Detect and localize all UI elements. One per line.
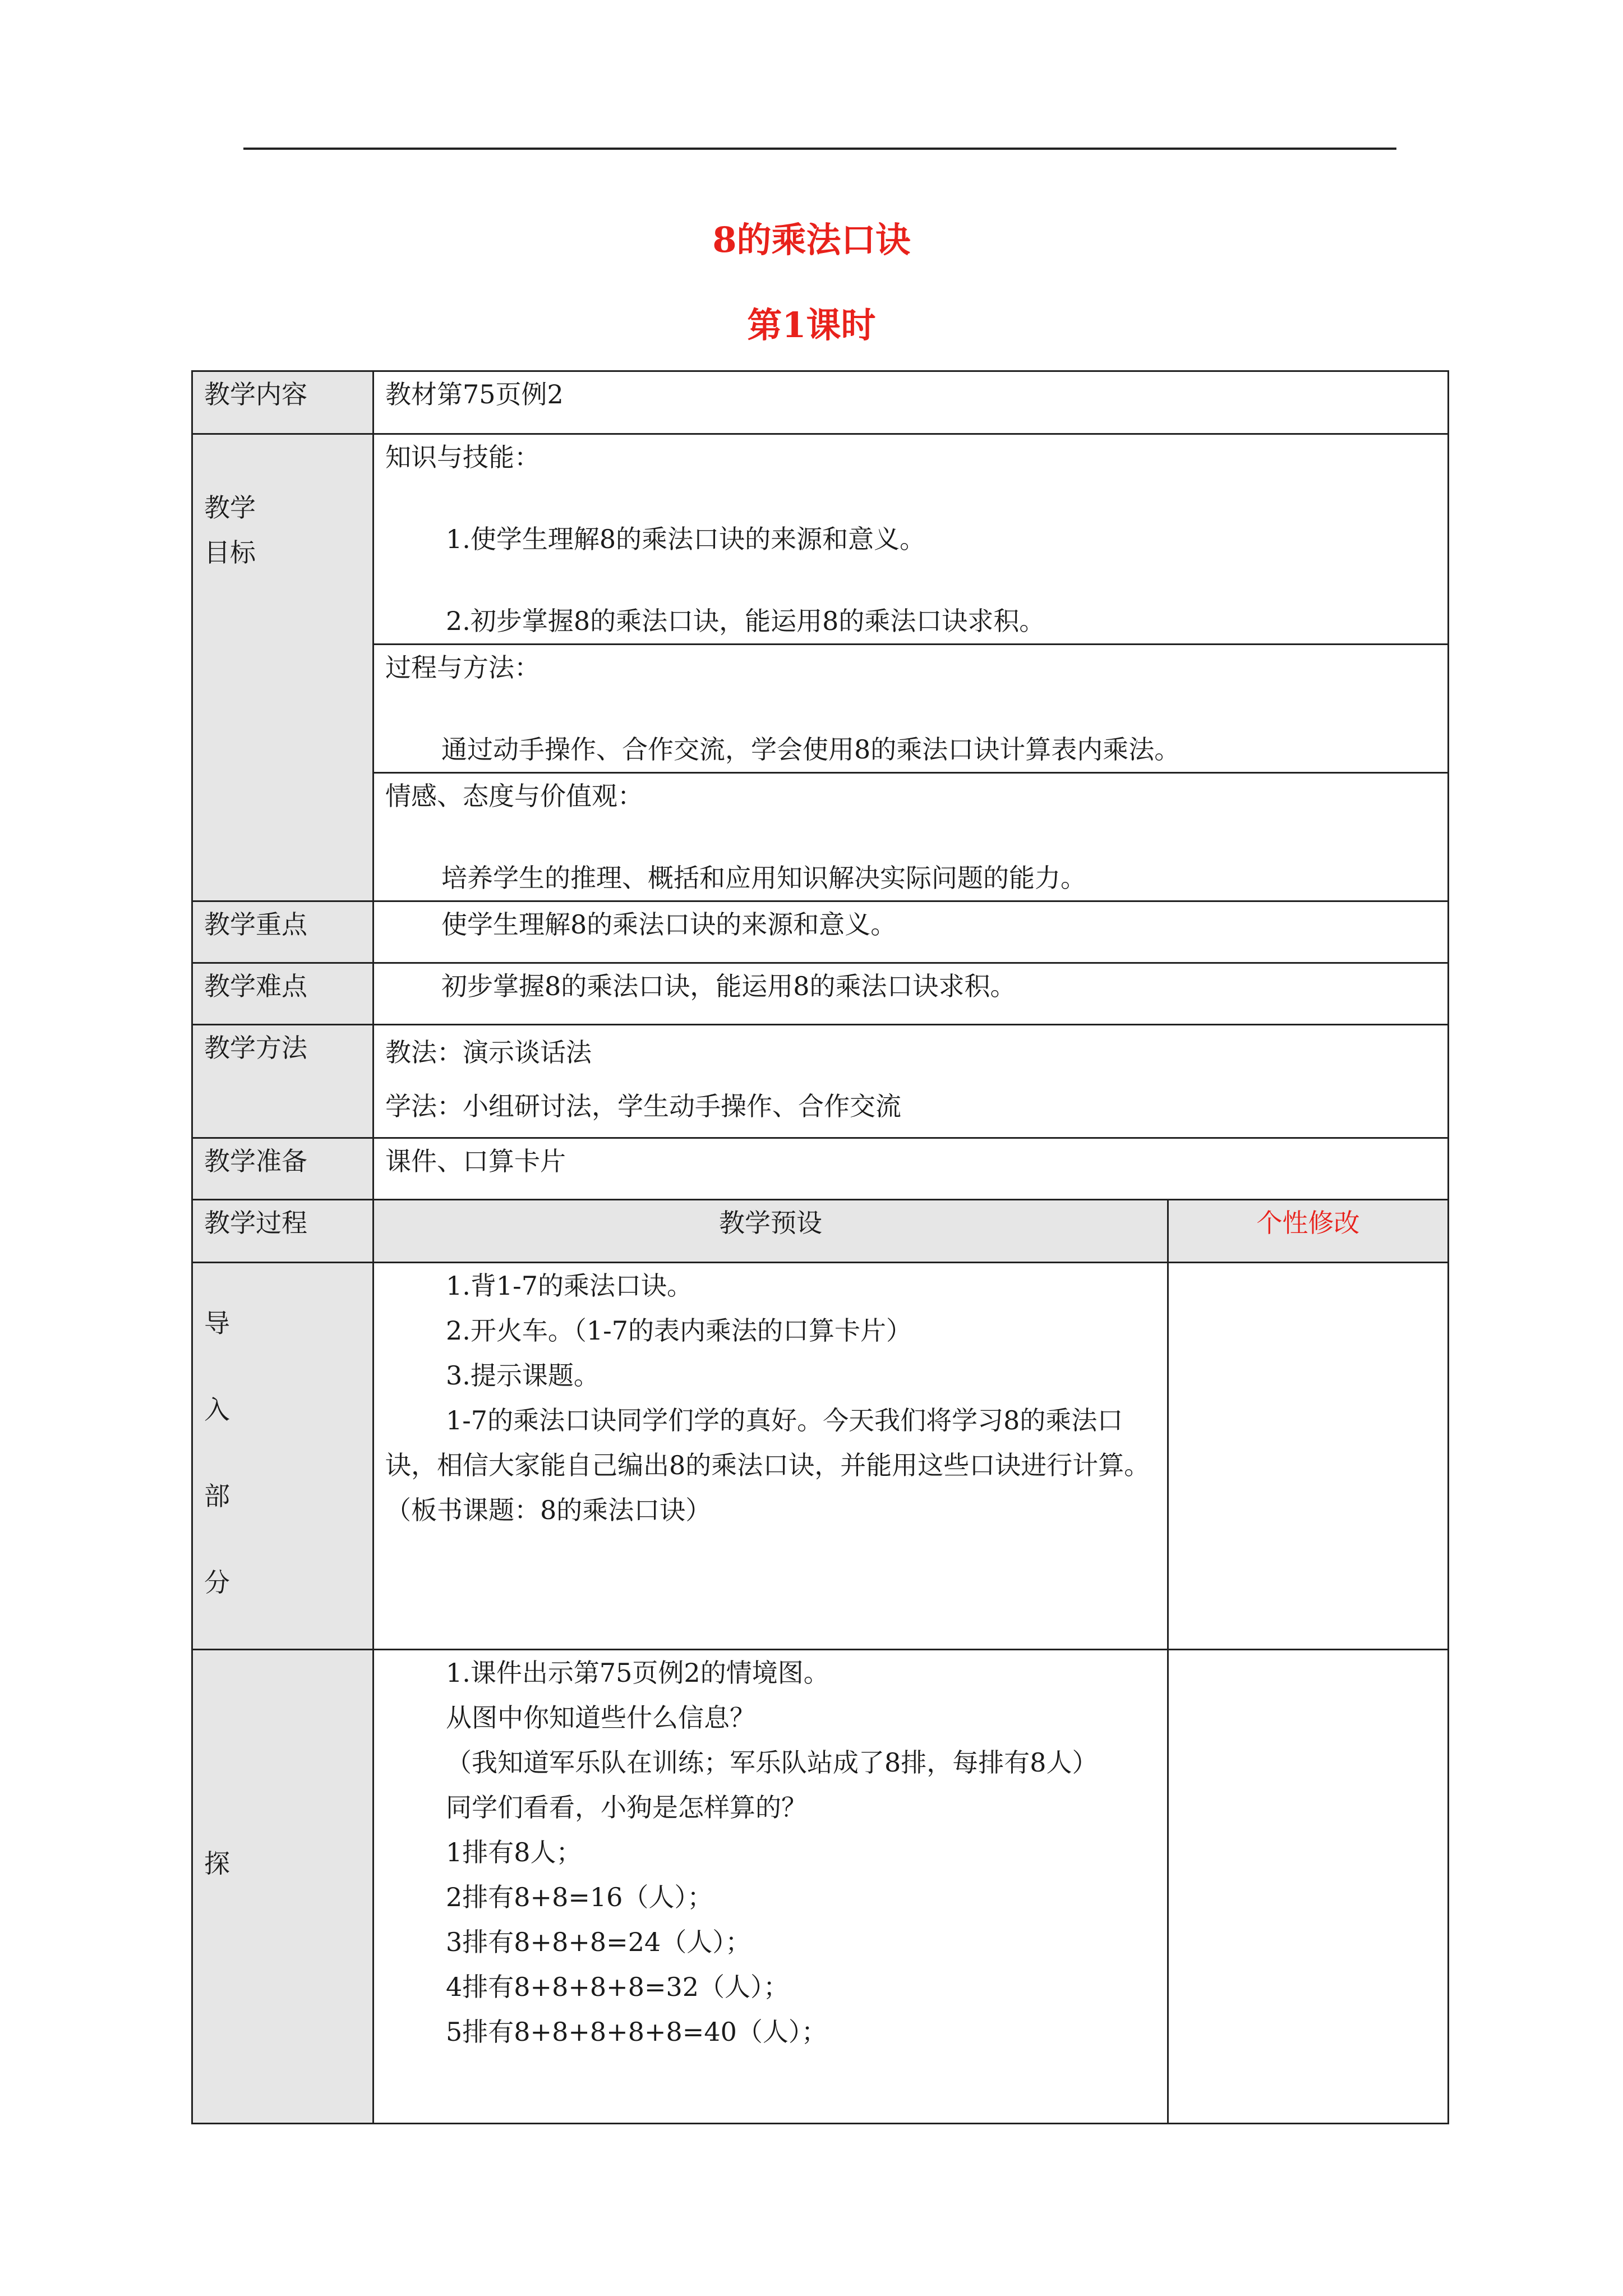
explore-line-5: 1排有8人； [446,1837,582,1867]
row-content [192,371,1449,434]
header-rule [243,148,1396,150]
label-key-point: 教学重点 [192,901,374,963]
label-goals-line1: 教学 [204,493,256,523]
knowledge-item-1: 1.使学生理解8的乘法口诀的来源和意义。 [446,524,926,554]
explore-line-2: 从图中你知道些什么信息？ [446,1703,755,1733]
page-subtitle: 第1课时 [747,305,876,346]
label-goals [192,434,374,901]
value-difficulty: 初步掌握8的乘法口诀，能运用8的乘法口诀求积。 [374,963,1449,1025]
value-method [374,1025,1449,1138]
emotion-heading: 情感、态度与价值观： [385,781,643,811]
label-intro-char-3: 部 [204,1481,230,1511]
goals-emotion-cell [374,773,1449,901]
emotion-item-1: 培养学生的推理、概括和应用知识解决实际问题的能力。 [441,863,1086,893]
explore-line-8: 4排有8+8+8+8=32（人）； [446,1972,790,2002]
row-explore [192,1650,1449,2124]
intro-line-3: 3.提示课题。 [446,1360,600,1391]
row-goals-knowledge [192,434,1449,645]
row-difficulty [192,963,1449,1025]
page-title: 8的乘法口诀 [712,219,911,260]
row-key-point [192,901,1449,963]
label-prep: 教学准备 [192,1138,374,1200]
knowledge-heading: 知识与技能： [385,442,540,472]
row-method [192,1025,1449,1138]
label-content: 教学内容 [192,371,374,434]
label-goals-line2: 目标 [204,537,256,568]
label-explore [192,1650,374,2124]
row-goals-emotion [192,773,1449,901]
method-learning: 学法：小组研讨法，学生动手操作、合作交流 [385,1091,901,1121]
row-intro [192,1263,1449,1650]
explore-line-6: 2排有8+8=16（人）； [446,1882,713,1912]
header-preset: 教学预设 [374,1200,1168,1263]
explore-line-9: 5排有8+8+8+8+8=40（人）； [446,2017,827,2047]
row-process-header [192,1200,1449,1263]
intro-preset-cell [374,1263,1168,1650]
explore-line-1: 1.课件出示第75页例2的情境图。 [446,1658,829,1688]
label-intro-char-1: 导 [204,1308,230,1338]
label-method: 教学方法 [192,1025,374,1138]
goals-knowledge-cell [374,434,1449,645]
explore-preset-cell [374,1650,1168,2124]
goals-process-cell [374,645,1449,773]
value-prep: 课件、口算卡片 [374,1138,1449,1200]
label-intro-char-4: 分 [204,1567,230,1598]
process-heading: 过程与方法： [385,652,540,683]
label-intro [192,1263,374,1650]
row-goals-process [192,645,1449,773]
header-personal: 个性修改 [1168,1200,1449,1263]
explore-line-4: 同学们看看，小狗是怎样算的？ [446,1792,807,1823]
intro-line-1: 1.背1-7的乘法口诀。 [446,1271,693,1301]
value-content: 教材第75页例2 [374,371,1449,434]
explore-personal-cell [1168,1650,1449,2124]
label-difficulty: 教学难点 [192,963,374,1025]
explore-line-7: 3排有8+8+8=24（人）； [446,1927,751,1957]
row-prep [192,1138,1449,1200]
process-item-1: 通过动手操作、合作交流，学会使用8的乘法口诀计算表内乘法。 [441,734,1181,765]
explore-line-3: （我知道军乐队在训练；军乐队站成了8排，每排有8人） [446,1747,1098,1778]
label-explore-char: 探 [204,1848,230,1879]
intro-line-4: 1-7的乘法口诀同学们学的真好。今天我们将学习8的乘法口诀，相信大家能自己编出8的乘法口诀，并能用这些口诀进行计算。（板书课题：8的乘法口诀） [385,1405,1150,1525]
label-intro-char-2: 入 [204,1395,230,1425]
intro-personal-cell [1168,1263,1449,1650]
lesson-plan-table [191,370,1449,2124]
intro-line-2: 2.开火车。（1-7的表内乘法的口算卡片） [446,1315,912,1346]
knowledge-item-2: 2.初步掌握8的乘法口诀，能运用8的乘法口诀求积。 [446,606,1045,636]
value-key-point: 使学生理解8的乘法口诀的来源和意义。 [374,901,1449,963]
method-teaching: 教法：演示谈话法 [385,1037,592,1068]
label-process: 教学过程 [192,1200,374,1263]
